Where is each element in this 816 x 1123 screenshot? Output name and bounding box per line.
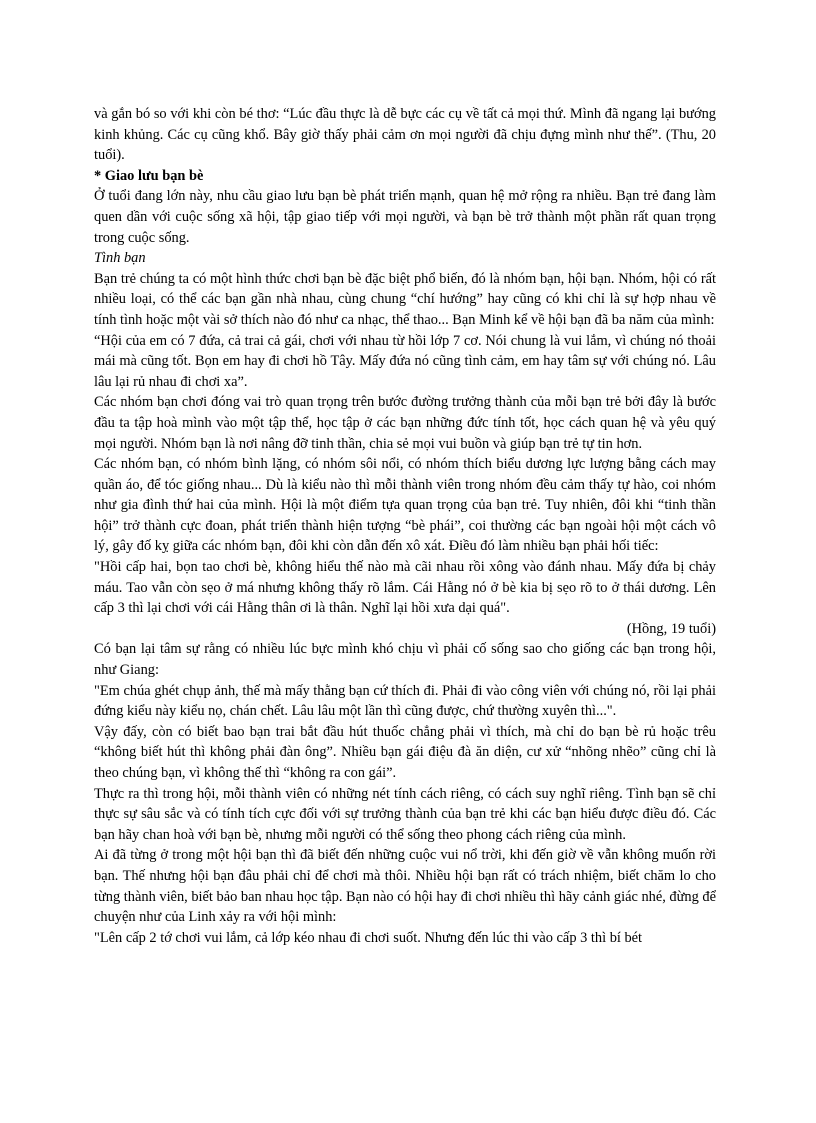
body-paragraph: Các nhóm bạn, có nhóm bình lặng, có nhóm sôi nổi, có nhóm thích biểu dương lực lượng bằng cách may quần áo, để tóc giống nhau... Dù là kiểu nào thì mỗi thành viên trong nhóm đều cảm thấy tự hào, coi nhóm như gia đình thứ hai của mình. Hội là một điểm tựa quan trọng của bạn trẻ. Tuy nhiên, đôi khi “tinh thần hội” trở thành cực đoan, phát triển thành hiện tượng “bè phái”, coi thường các bạn ngoài hội một cách vô lý, gây đố kỵ giữa các nhóm bạn, đôi khi còn dẫn đến xô xát. Điều đó làm nhiều bạn phải hối tiếc:: [94, 456, 716, 555]
quote-paragraph: "Em chúa ghét chụp ảnh, thế mà mấy thằng bạn cứ thích đi. Phải đi vào công viên với chúng nó, rồi lại phải đứng kiểu này kiểu nọ, chán chết. Lâu lâu một lần thì cũng được, chứ thường xuyên thì...".: [94, 682, 716, 720]
body-paragraph: Có bạn lại tâm sự rằng có nhiều lúc bực mình khó chịu vì phải cố sống sao cho giống các bạn trong hội, như Giang:: [94, 641, 716, 679]
body-paragraph: Bạn trẻ chúng ta có một hình thức chơi bạn bè đặc biệt phổ biến, đó là nhóm bạn, hội bạn. Nhóm, hội có rất nhiều loại, có thể các bạn gần nhà nhau, cùng chung “chí hướng” hay cũng có khi chỉ là sự hợp nhau về tính tình hoặc một vài sở thích nào đó như ca nhạc, thể thao... Bạn Minh kể về hội bạn đã ba năm của mình:: [94, 270, 716, 328]
intro-quote-paragraph: và gắn bó so với khi còn bé thơ: “Lúc đầu thực là dễ bực các cụ về tất cả mọi thứ. Mình đã ngang lại bướng kinh khủng. Các cụ cũng khổ. Bây giờ thấy phải cảm ơn mọi người đã chịu đựng mình như thế”. (Thu, 20 tuổi).: [94, 106, 716, 164]
body-paragraph: Thực ra thì trong hội, mỗi thành viên có những nét tính cách riêng, có cách suy nghĩ riêng. Tình bạn sẽ chỉ thực sự sâu sắc và có tính tích cực đối với sự trưởng thành của bạn trẻ khi các bạn hiểu được điều đó. Các bạn hãy chan hoà với bạn bè, nhưng mỗi người có thể sống theo phong cách riêng của mình.: [94, 785, 716, 843]
document-page: [94, 104, 716, 948]
quote-paragraph: “Hội của em có 7 đứa, cả trai cả gái, chơi với nhau từ hồi lớp 7 cơ. Nói chung là vui lắm, vì chúng nó thoải mái mà cũng tốt. Bọn em hay đi chơi hồ Tây. Mấy đứa nó cũng tình cảm, em hay tâm sự với chúng nó. Lâu lâu lại rủ nhau đi chơi xa”.: [94, 332, 716, 390]
body-paragraph: Ai đã từng ở trong một hội bạn thì đã biết đến những cuộc vui nổ trời, khi đến giờ về vẫn không muốn rời bạn. Thế nhưng hội bạn đâu phải chỉ để chơi mà thôi. Nhiều hội bạn rất có trách nhiệm, biết chăm lo cho từng thành viên, biết bảo ban nhau học tập. Bạn nào có hội hay đi chơi nhiều thì hãy cảnh giác nhé, đừng để chuyện như của Linh xảy ra với hội mình:: [94, 847, 716, 926]
quote-paragraph: "Lên cấp 2 tớ chơi vui lắm, cả lớp kéo nhau đi chơi suốt. Nhưng đến lúc thi vào cấp 3 thì bí bét: [94, 929, 643, 946]
body-paragraph: Ở tuổi đang lớn này, nhu cầu giao lưu bạn bè phát triển mạnh, quan hệ mở rộng ra nhiều. Bạn trẻ đang làm quen dần với cuộc sống xã hội, tập giao tiếp với mọi người, và bạn bè trở thành một phần rất quan trọng trong cuộc sống.: [94, 188, 716, 246]
section-heading-giao-luu-ban-be: * Giao lưu bạn bè: [94, 167, 204, 184]
body-paragraph: Các nhóm bạn chơi đóng vai trò quan trọng trên bước đường trưởng thành của mỗi bạn trẻ bởi đây là bước đầu ta tập hoà mình vào một tập thể, học tập ở các bạn những đức tính tốt, học cách quan hệ và yêu quý mọi người. Nhóm bạn là nơi nâng đỡ tinh thần, chia sẻ mọi vui buồn và giúp bạn trẻ tự tin hơn.: [94, 394, 716, 452]
quote-attribution: (Hồng, 19 tuổi): [626, 620, 716, 637]
quote-paragraph: "Hồi cấp hai, bọn tao chơi bè, không hiểu thế nào mà cãi nhau rồi xông vào đánh nhau. Mấy đứa bị chảy máu. Tao vẫn còn sẹo ở má nhưng không thấy rõ lắm. Cái Hằng nó ở bè kia bị sẹo rõ to ở thái dương. Lên cấp 3 thì lại chơi với cái Hằng thân ơi là thân. Nghĩ lại hồi xưa dại quá".: [94, 559, 716, 617]
subheading-tinh-ban: Tình bạn: [94, 250, 146, 267]
body-paragraph: Vậy đấy, còn có biết bao bạn trai bắt đầu hút thuốc chẳng phải vì thích, mà chỉ do bạn bè rủ hoặc trêu “không biết hút thì không phải đàn ông”. Nhiều bạn gái điệu đà ăn diện, cư xử “nhõng nhẽo” cũng chỉ là theo chúng bạn, vì không thế thì “không ra con gái”.: [94, 723, 716, 781]
